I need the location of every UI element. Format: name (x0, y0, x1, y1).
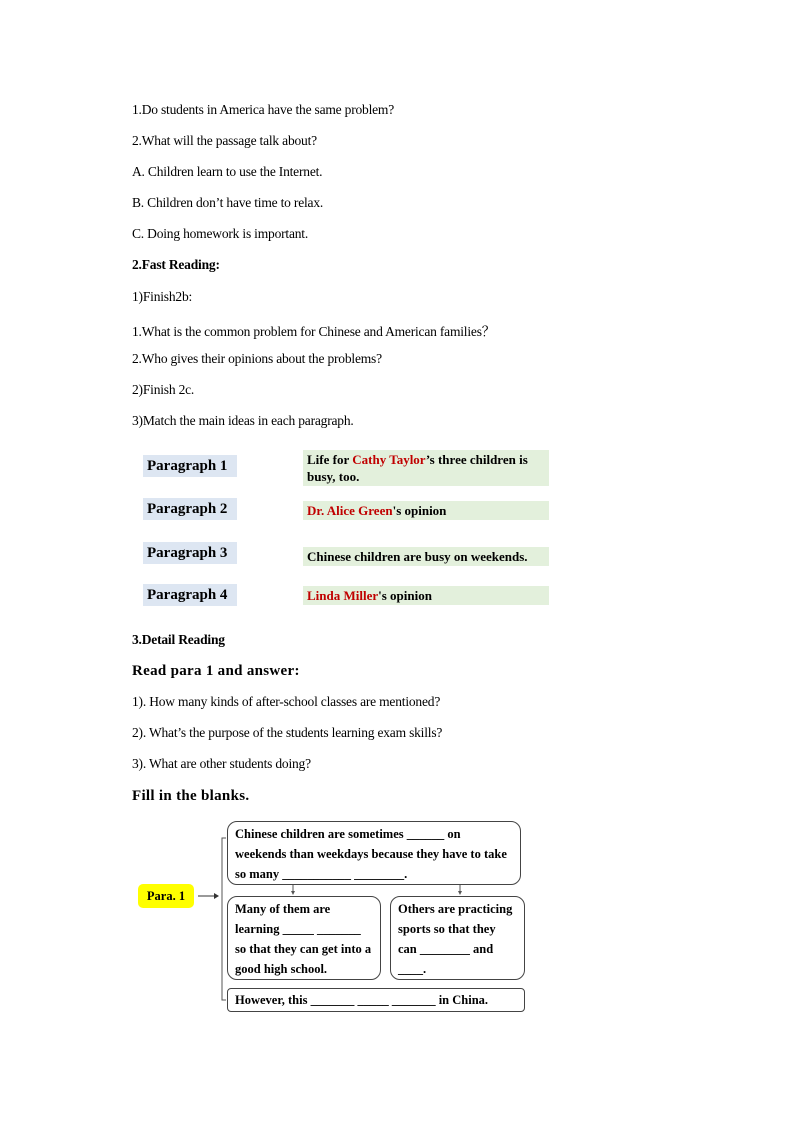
fast-reading-heading: 2.Fast Reading: (132, 257, 220, 272)
bottom-box: However, this _______ _____ _______ in China. (227, 988, 525, 1012)
right-box: Others are practicing sports so that they can ________ and ____. (390, 896, 525, 980)
option-line: B. Children don’t have time to relax. (132, 195, 324, 210)
detail-q3: 3). What are other students doing? (132, 756, 311, 771)
question-line: 1.Do students in America have the same problem? (132, 102, 395, 117)
fast-q1: 1.What is the common problem for Chinese and American families？ (132, 324, 496, 339)
finish-2c: 2)Finish 2c. (132, 382, 195, 397)
main-idea-4: Linda Miller's opinion (303, 586, 549, 605)
paragraph-label-1: Paragraph 1 (143, 455, 237, 477)
detail-q1: 1). How many kinds of after-school classes are mentioned? (132, 694, 441, 709)
top-box: Chinese children are sometimes ______ on weekends than weekdays because they have to take so many ___________ ________. (227, 821, 521, 885)
paragraph-label-3: Paragraph 3 (143, 542, 237, 564)
main-idea-2: Dr. Alice Green's opinion (303, 501, 549, 520)
read-para-heading: Read para 1 and answer: (132, 663, 300, 679)
finish-2b: 1)Finish2b: (132, 289, 193, 304)
left-box: Many of them are learning _____ _______ so that they can get into a good high school. (227, 896, 381, 980)
option-line: A. Children learn to use the Internet. (132, 164, 323, 179)
question-line: 2.What will the passage talk about? (132, 133, 317, 148)
detail-q2: 2). What’s the purpose of the students learning exam skills? (132, 725, 443, 740)
main-idea-1: Life for Cathy Taylor’s three children is busy, too. (303, 450, 549, 486)
fill-blanks-heading: Fill in the blanks. (132, 788, 250, 804)
detail-reading-heading: 3.Detail Reading (132, 632, 225, 647)
para-1-tag: Para. 1 (138, 884, 194, 908)
fast-q2: 2.Who gives their opinions about the problems? (132, 351, 382, 366)
paragraph-label-4: Paragraph 4 (143, 584, 237, 606)
match-instruction: 3)Match the main ideas in each paragraph. (132, 413, 354, 428)
main-idea-3: Chinese children are busy on weekends. (303, 547, 549, 566)
option-line: C. Doing homework is important. (132, 226, 309, 241)
paragraph-label-2: Paragraph 2 (143, 498, 237, 520)
